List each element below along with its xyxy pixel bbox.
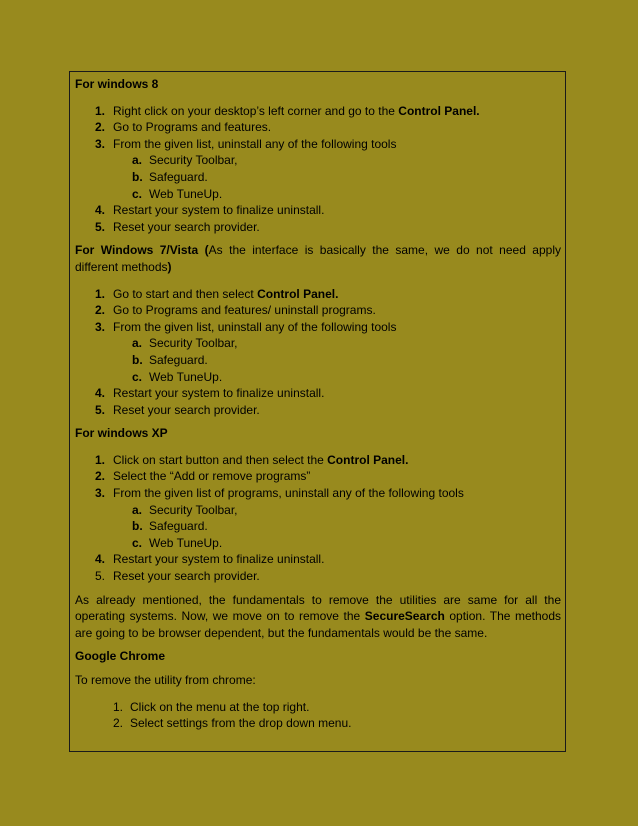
list-item: [75, 468, 561, 485]
tool-text: Security Toolbar,: [149, 502, 238, 517]
step-text: Select the “Add or remove programs”: [113, 469, 311, 484]
step-text: Restart your system to finalize uninstall.: [113, 552, 325, 567]
list-number: 3.: [95, 486, 106, 501]
list-letter: c.: [132, 369, 143, 384]
windows-xp-steps: [75, 452, 561, 585]
step-text: Go to Programs and features/ uninstall programs.: [113, 303, 376, 318]
step-text: From the given list, uninstall any of the following tools: [113, 319, 397, 334]
list-number: 4.: [95, 552, 106, 567]
step-bold-text: Control Panel.: [327, 452, 409, 467]
list-item: [75, 402, 561, 419]
heading-windows-7-vista: [75, 242, 561, 275]
list-letter: b.: [132, 169, 143, 184]
windows-8-steps: [75, 103, 561, 236]
list-letter: a.: [132, 153, 143, 168]
step-text: Restart your system to finalize uninstall.: [113, 203, 325, 218]
fundamentals-paragraph: [75, 592, 561, 642]
heading-windows-xp: For windows XP: [75, 426, 168, 441]
list-letter: b.: [132, 519, 143, 534]
list-number: 3.: [95, 319, 106, 334]
sub-list-item: [75, 169, 561, 186]
tool-text: Security Toolbar,: [149, 153, 238, 168]
list-number: 5.: [95, 569, 106, 584]
sub-list-item: [75, 535, 561, 552]
tool-text: Safeguard.: [149, 519, 208, 534]
list-item: [75, 219, 561, 236]
list-number: 3.: [95, 136, 106, 151]
list-item: [75, 568, 561, 585]
list-number: 5.: [95, 402, 106, 417]
paragraph-text-end: option. The methods are going to be browser dependent, but the fundamentals would be the same.: [75, 609, 561, 640]
list-item: [75, 286, 561, 303]
list-item: [75, 202, 561, 219]
sub-list-item: [75, 518, 561, 535]
heading-note: As the interface is basically the same, we do not need apply different methods: [75, 243, 561, 274]
list-item: [75, 452, 561, 469]
list-item: [75, 302, 561, 319]
list-letter: a.: [132, 502, 143, 517]
sub-list-item: [75, 352, 561, 369]
list-item: [75, 319, 561, 336]
chrome-steps: [75, 699, 561, 732]
content-box: [69, 71, 566, 752]
step-text: Go to Programs and features.: [113, 120, 272, 135]
list-number: 2.: [95, 303, 106, 318]
step-text: From the given list, uninstall any of the following tools: [113, 136, 397, 151]
step-text: Select settings from the drop down menu.: [130, 716, 352, 731]
list-letter: b.: [132, 352, 143, 367]
list-letter: c.: [132, 186, 143, 201]
list-item: [75, 136, 561, 153]
list-number: 1.: [95, 286, 106, 301]
windows-7-steps: [75, 286, 561, 419]
sub-list-item: [75, 152, 561, 169]
tool-text: Web TuneUp.: [149, 186, 223, 201]
tool-text: Web TuneUp.: [149, 535, 223, 550]
step-text: Reset your search provider.: [113, 219, 260, 234]
step-text: Restart your system to finalize uninstall.: [113, 386, 325, 401]
tool-text: Security Toolbar,: [149, 336, 238, 351]
list-item: [75, 551, 561, 568]
step-text: Go to start and then select: [113, 286, 258, 301]
paragraph-text: As already mentioned, the fundamentals to remove the utilities are same for all the operating systems. Now, we move on to remove the: [75, 592, 561, 624]
list-number: 5.: [95, 219, 106, 234]
step-text: Click on start button and then select the: [113, 452, 328, 467]
step-text: From the given list of programs, uninstall any of the following tools: [113, 486, 464, 501]
sub-list-item: [75, 335, 561, 352]
list-item: [75, 485, 561, 502]
list-number: 2.: [113, 716, 124, 731]
list-item: [75, 699, 561, 716]
list-number: 2.: [95, 120, 106, 135]
list-item: [75, 119, 561, 136]
list-number: 1.: [113, 699, 124, 714]
list-number: 1.: [95, 452, 106, 467]
list-item: [75, 103, 561, 120]
step-text: Click on the menu at the top right.: [130, 699, 310, 714]
list-number: 4.: [95, 386, 106, 401]
heading-bold-part: For Windows 7/Vista (: [75, 243, 209, 258]
list-number: 4.: [95, 203, 106, 218]
heading-google-chrome: Google Chrome: [75, 649, 166, 664]
step-text: Reset your search provider.: [113, 569, 260, 584]
list-number: 2.: [95, 469, 106, 484]
sub-list-item: [75, 502, 561, 519]
chrome-intro: To remove the utility from chrome:: [75, 673, 256, 687]
list-number: 1.: [95, 103, 106, 118]
tool-text: Safeguard.: [149, 352, 208, 367]
heading-windows-8: For windows 8: [75, 77, 159, 91]
tool-text: Safeguard.: [149, 169, 208, 184]
list-item: [75, 385, 561, 402]
step-text: Reset your search provider.: [113, 402, 260, 417]
step-bold-text: Control Panel.: [257, 286, 339, 301]
sub-list-item: [75, 369, 561, 386]
step-bold-text: Control Panel.: [398, 103, 480, 118]
list-letter: c.: [132, 535, 143, 550]
list-letter: a.: [132, 336, 143, 351]
heading-close-paren: ): [167, 259, 172, 274]
list-item: [75, 715, 561, 732]
tool-text: Web TuneUp.: [149, 369, 223, 384]
step-text: Right click on your desktop’s left corner and go to the: [113, 103, 399, 118]
sub-list-item: [75, 186, 561, 203]
securesearch-bold: SecureSearch: [364, 609, 445, 624]
